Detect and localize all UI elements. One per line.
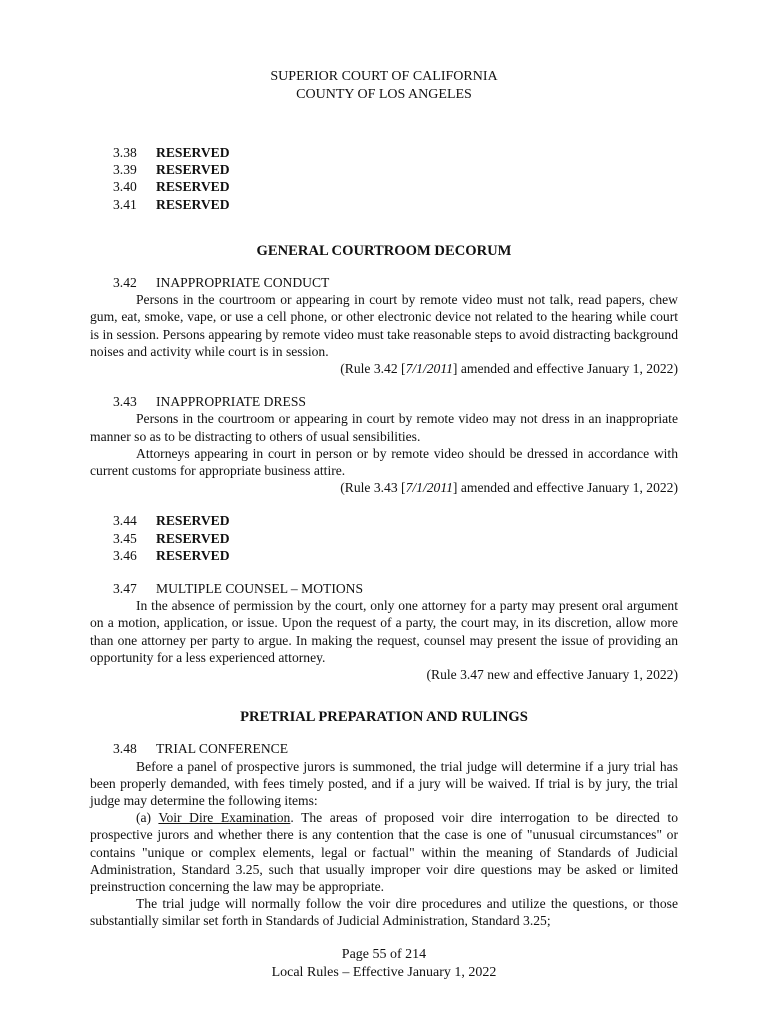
subsection-heading: Voir Dire Examination [158, 810, 291, 826]
document-page [90, 68, 678, 946]
rule-history-note: (Rule 3.47 new and effective January 1, 2022) [426, 666, 678, 682]
court-name: SUPERIOR COURT OF CALIFORNIA [270, 69, 498, 84]
page-footer [0, 946, 768, 982]
section-title-courtroom-decorum: GENERAL COURTROOM DECORUM [256, 242, 512, 259]
section-title-pretrial: PRETRIAL PREPARATION AND RULINGS [240, 709, 528, 726]
rule-3-43 [90, 393, 678, 496]
reserved-list-top [90, 144, 678, 213]
reserved-rule: 3.40 RESERVED [113, 179, 230, 195]
rule-text: In the absence of permission by the court, only one attorney for a party may present oral argument on a motion, application, or issue. Upon the request of a party, the court may, in its discretion, allow more than one attorney per party to argue. In making the request, counsel may present the issue of providing an opportunity for a less experienced attorney. [90, 598, 678, 665]
reserved-rule: 3.38 RESERVED [113, 145, 230, 160]
rule-heading: 3.42 INAPPROPRIATE CONDUCT [113, 274, 330, 290]
subsection-a: (a) Voir Dire Examination. The areas of proposed voir dire interrogation to be directed to prospective jurors and whether there is any contention that the case is one of "unusual circumstances" or contains "unique or complex elements, legal or factual" within the meaning of Standards of Judicial Administration, Standard 3.25, such that usually improper voir dire questions may be asked or limited preinstruction concerning the law may be appropriate. [90, 810, 679, 894]
reserved-rule: 3.46 RESERVED [113, 547, 230, 563]
rule-3-48 [90, 740, 678, 929]
rule-heading: 3.48 TRIAL CONFERENCE [113, 741, 289, 757]
page-number: Page 55 of 214 [341, 947, 427, 962]
rule-3-47 [90, 580, 678, 683]
reserved-rule: 3.45 RESERVED [113, 530, 230, 546]
rule-heading: 3.43 INAPPROPRIATE DRESS [113, 394, 306, 410]
reserved-rule: 3.44 RESERVED [113, 513, 230, 529]
rule-text: Before a panel of prospective jurors is summoned, the trial judge will determine if a jury trial has been properly demanded, with fees timely posted, and if a jury will be waived. If trial is by jury, the trial judge may determine the following items: [90, 758, 678, 808]
rule-text: Persons in the courtroom or appearing in court by remote video must not talk, read papers, chew gum, eat, smoke, vape, or use a cell phone, or other electronic device not related to the hearing while court is in session. Persons appearing by remote video must take reasonable steps to avoid distracting background noises and activity while court is in session. [90, 292, 678, 359]
rule-3-42 [90, 274, 678, 377]
rule-text: Attorneys appearing in court in person or by remote video should be dressed in accordance with current customs for appropriate business attire. [90, 445, 678, 478]
footer-rules-title: Local Rules – Effective January 1, 2022 [271, 965, 497, 980]
rule-history-note: (Rule 3.42 [7/1/2011] amended and effective January 1, 2022) [340, 360, 678, 376]
rule-history-note: (Rule 3.43 [7/1/2011] amended and effective January 1, 2022) [340, 480, 678, 496]
rule-text: Persons in the courtroom or appearing in court by remote video may not dress in an inappropriate manner so as to be distracting to others of usual sensibilities. [90, 411, 678, 444]
rule-heading: 3.47 MULTIPLE COUNSEL – MOTIONS [113, 580, 364, 596]
court-header [90, 68, 678, 104]
reserved-rule: 3.41 RESERVED [113, 196, 230, 212]
rule-text: The trial judge will normally follow the voir dire procedures and utilize the questions, or those substantially similar set forth in Standards of Judicial Administration, Standard 3.25; [90, 896, 678, 929]
reserved-rule: 3.39 RESERVED [113, 162, 230, 178]
county-name: COUNTY OF LOS ANGELES [296, 87, 472, 102]
reserved-list-mid [90, 512, 678, 564]
